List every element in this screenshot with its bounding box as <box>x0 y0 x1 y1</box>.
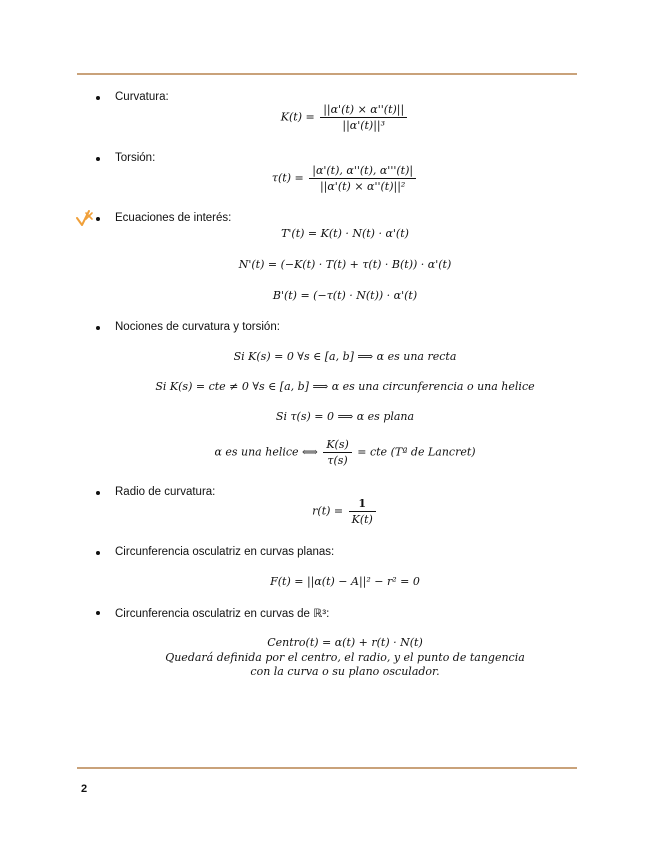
r3-note-line2: con la curva o su plano osculador. <box>250 665 440 678</box>
header-rule <box>77 73 577 75</box>
curvatura-formula <box>77 103 613 132</box>
curvatura-label: Curvatura: <box>115 91 169 103</box>
torsion-fraction <box>309 164 416 193</box>
radio-label: Radio de curvatura: <box>115 486 216 498</box>
r3-formula: Centro(t) = α(t) + r(t) · N(t) <box>267 636 423 649</box>
radio-numerator: 1 <box>349 497 376 512</box>
curvatura-denominator: ||α'(t)||³ <box>342 119 386 132</box>
torsion-lhs: τ(t) = <box>271 171 304 185</box>
torsion-numerator: |α'(t), α''(t), α'''(t)| <box>309 164 416 179</box>
torsion-formula <box>77 164 613 193</box>
lancret-lhs: α es una helice ⟺ <box>214 445 318 459</box>
bullet-dot <box>96 217 100 221</box>
lancret-fraction <box>323 438 351 467</box>
curvatura-lhs: K(t) = <box>280 110 315 124</box>
nocion-lancret <box>77 438 613 467</box>
bullet-dot <box>96 551 100 555</box>
bullet-dot <box>96 611 100 615</box>
torsion-label: Torsión: <box>115 152 156 164</box>
r3-note-line1: Quedará definida por el centro, el radio, y el punto de tangencia <box>165 651 525 664</box>
ecuacion-b-prima: B'(t) = (−τ(t) · N(t)) · α'(t) <box>272 289 418 302</box>
curvatura-numerator: ||α'(t) × α''(t)|| <box>320 103 407 118</box>
page-number: 2 <box>81 783 88 795</box>
bullet-dot <box>96 96 100 100</box>
planas-label: Circunferencia osculatriz en curvas planas: <box>115 546 335 558</box>
r3-label: Circunferencia osculatriz en curvas de ℝ³: <box>115 608 330 620</box>
nocion-recta: Si K(s) = 0 ∀s ∈ [a, b] ⟹ α es una recta <box>233 350 457 363</box>
radio-formula <box>77 497 613 526</box>
nociones-label: Nociones de curvatura y torsión: <box>115 321 280 333</box>
ecuacion-t-prima: T'(t) = K(t) · N(t) · α'(t) <box>281 227 409 240</box>
ecuacion-n-prima: N'(t) = (−K(t) · T(t) + τ(t) · B(t)) · α'(t) <box>238 258 452 271</box>
ecuaciones-label: Ecuaciones de interés: <box>115 212 232 224</box>
radio-denominator: K(t) <box>351 513 373 526</box>
curvatura-fraction <box>320 103 407 132</box>
lancret-rhs: = cte (Tª de Lancret) <box>357 445 476 459</box>
lancret-denominator: τ(s) <box>327 454 348 467</box>
checkmark-icon <box>75 208 95 228</box>
nocion-circunferencia: Si K(s) = cte ≠ 0 ∀s ∈ [a, b] ⟹ α es una circunferencia o una helice <box>155 380 535 393</box>
footer-rule <box>77 767 577 769</box>
bullet-dot <box>96 491 100 495</box>
bullet-dot <box>96 157 100 161</box>
torsion-denominator: ||α'(t) × α''(t)||² <box>319 180 406 193</box>
radio-fraction <box>349 497 376 526</box>
planas-formula: F(t) = ||α(t) − A||² − r² = 0 <box>270 575 420 588</box>
lancret-numerator: K(s) <box>323 438 351 453</box>
radio-lhs: r(t) = <box>312 504 344 518</box>
bullet-dot <box>96 326 100 330</box>
nocion-plana: Si τ(s) = 0 ⟹ α es plana <box>275 410 415 423</box>
